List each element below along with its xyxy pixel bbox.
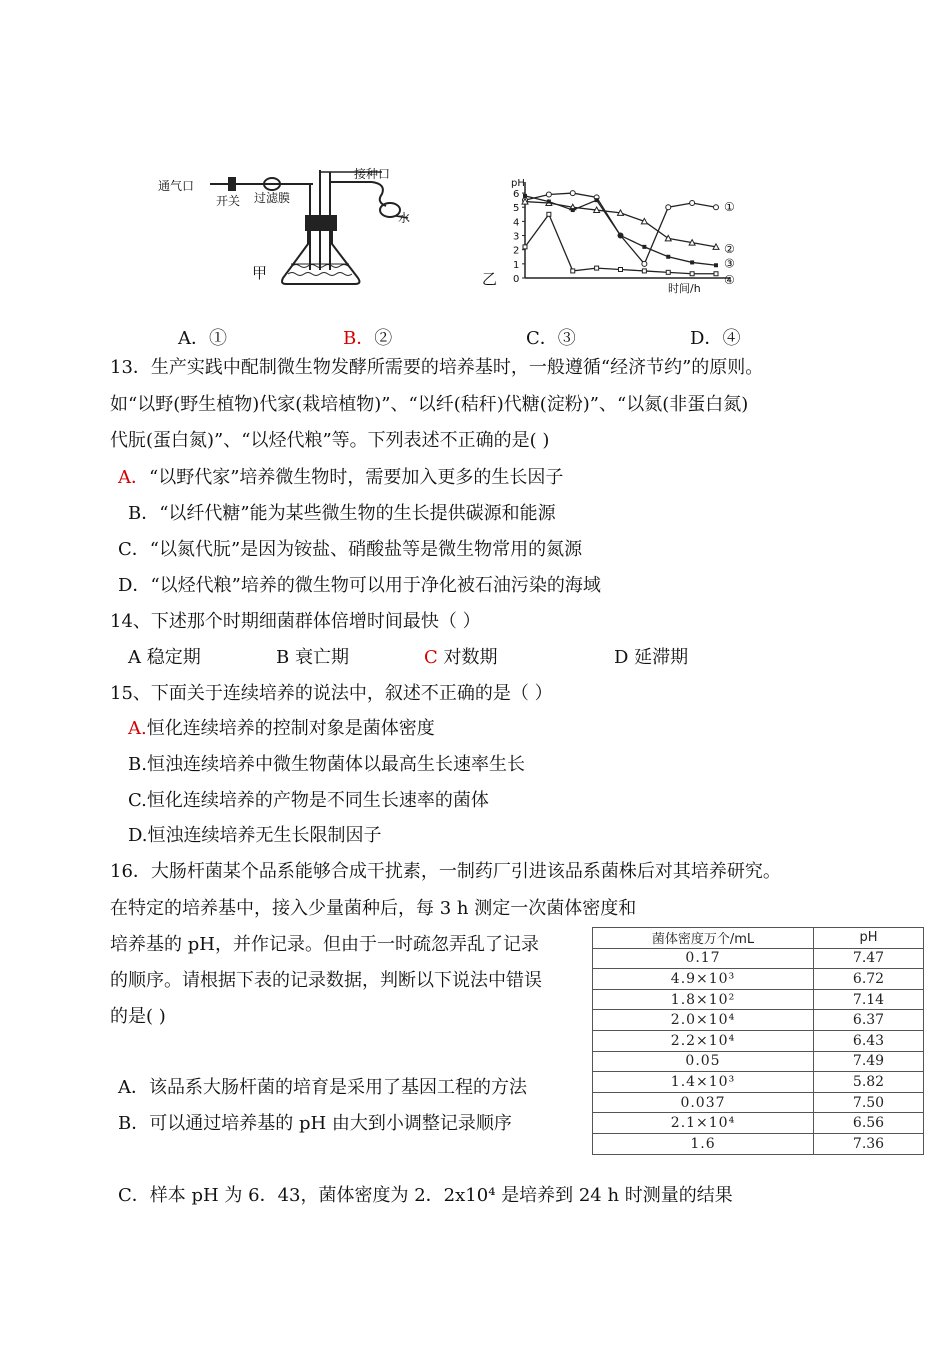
q16-line5: 的是( ) xyxy=(110,1006,166,1027)
table-row: 2.2×10⁴ 6.43 xyxy=(593,1030,924,1051)
table-row: 4.9×10³ 6.72 xyxy=(593,969,924,990)
chart-point xyxy=(571,269,575,273)
chart-point xyxy=(619,268,623,272)
q15-option-a[interactable]: A.恒化连续培养的控制对象是菌体密度 xyxy=(128,718,435,739)
q13-line1: 13．生产实践中配制微生物发酵所需要的培养基时，一般遵循“经济节约”的原则。 xyxy=(110,357,764,378)
chart-point xyxy=(595,198,599,202)
q16-option-a[interactable]: A．该品系大肠杆菌的培育是采用了基因工程的方法 xyxy=(118,1077,527,1098)
figure-yi-label: 乙 xyxy=(482,270,498,288)
q16-line1: 16．大肠杆菌某个品系能够合成干扰素，一制药厂引进该品系菌株后对其培养研究。 xyxy=(110,861,781,882)
chart-point xyxy=(619,234,623,238)
q14-option-d[interactable]: D 延滞期 xyxy=(614,647,689,668)
q15-option-b[interactable]: B.恒浊连续培养中微生物菌体以最高生长速率生长 xyxy=(128,754,525,775)
q16-option-b[interactable]: B．可以通过培养基的 pH 由大到小调整记录顺序 xyxy=(118,1113,512,1134)
chart-point xyxy=(642,245,646,249)
table-row: 1.6 7.36 xyxy=(593,1133,924,1154)
table-row: 0.05 7.49 xyxy=(593,1051,924,1072)
filter-label: 过滤膜 xyxy=(254,191,291,205)
chart-point xyxy=(547,200,551,204)
q12-option-d[interactable]: D．④ xyxy=(690,328,741,349)
chart-y-tick-label: 1 xyxy=(513,259,520,271)
inoculation-label: 接种口 xyxy=(354,167,391,181)
q14-stem: 14、下述那个时期细菌群体倍增时间最快（ ） xyxy=(110,611,481,632)
q13-option-a[interactable]: A．“以野代家”培养微生物时，需要加入更多的生长因子 xyxy=(118,467,564,488)
q16-line3: 培养基的 pH，并作记录。但由于一时疏忽弄乱了记录 xyxy=(110,934,539,955)
chart-point xyxy=(666,205,671,210)
apparatus-figure xyxy=(150,160,420,290)
q13-line2: 如“以野(野生植物)代家(栽培植物)”、“以纤(秸秆)代糖(淀粉)”、“以氮(非蛋白氮) xyxy=(110,394,749,415)
chart-point xyxy=(714,272,718,276)
q16-line4: 的顺序。请根据下表的记录数据，判断以下说法中错误 xyxy=(110,970,542,991)
chart-point xyxy=(547,212,551,216)
chart-series-label: ③ xyxy=(724,256,735,271)
chart-point xyxy=(642,261,647,266)
table-row: 1.8×10² 7.14 xyxy=(593,989,924,1010)
chart-y-tick-label: 4 xyxy=(513,217,520,229)
q16-option-c[interactable]: C．样本 pH 为 6．43，菌体密度为 2．2x10⁴ 是培养到 24 h 时测量的结果 xyxy=(118,1185,733,1206)
chart-series-label: ② xyxy=(724,241,735,256)
chart-y-tick-label: 2 xyxy=(513,245,520,257)
table-row: 0.17 7.47 xyxy=(593,948,924,969)
chart-series-label: ④ xyxy=(724,272,735,287)
chart-y-tick-label: 3 xyxy=(513,231,520,243)
water-label: 水 xyxy=(398,211,411,225)
q13-option-c[interactable]: C．“以氮代朊”是因为铵盐、硝酸盐等是微生物常用的氮源 xyxy=(118,539,583,560)
q14-option-c[interactable]: C 对数期 xyxy=(424,647,498,668)
table-header-density: 菌体密度万个/mL xyxy=(593,928,814,949)
figure-jia-label: 甲 xyxy=(252,264,268,282)
chart-point xyxy=(714,205,719,210)
q12-option-c[interactable]: C．③ xyxy=(526,328,576,349)
table-row: 2.1×10⁴ 6.56 xyxy=(593,1113,924,1134)
q13-line3: 代朊(蛋白氮)”、“以烃代粮”等。下列表述不正确的是( ) xyxy=(110,430,550,451)
chart-point xyxy=(666,255,670,259)
q12-option-a[interactable]: A．① xyxy=(178,328,227,349)
chart-series-label: ① xyxy=(724,200,735,215)
chart-point xyxy=(570,191,575,196)
q15-option-d[interactable]: D.恒浊连续培养无生长限制因子 xyxy=(128,825,382,846)
chart-y-tick-label: 0 xyxy=(513,274,520,285)
table-header-row xyxy=(593,928,924,949)
density-ph-table xyxy=(592,927,924,1155)
chart-series-line xyxy=(525,214,716,273)
q13-option-d[interactable]: D．“以烃代粮”培养的微生物可以用于净化被石油污染的海域 xyxy=(118,575,601,596)
chart-point xyxy=(690,272,694,276)
chart-point xyxy=(571,208,575,212)
chart-point xyxy=(642,269,646,273)
chart-y-tick-label: 6 xyxy=(513,189,520,201)
chart-point xyxy=(666,270,670,274)
q16-line2: 在特定的培养基中，接入少量菌种后，每 3 h 测定一次菌体密度和 xyxy=(110,898,637,919)
table-row: 0.037 7.50 xyxy=(593,1092,924,1113)
q15-stem: 15、下面关于连续培养的说法中，叙述不正确的是（ ） xyxy=(110,683,553,704)
table-row: 1.4×10³ 5.82 xyxy=(593,1072,924,1093)
chart-point xyxy=(690,260,694,264)
chart-series-line xyxy=(525,196,716,265)
q12-option-b[interactable]: B．② xyxy=(343,328,393,349)
switch-label: 开关 xyxy=(216,194,241,208)
ph-chart xyxy=(480,168,750,298)
q13-option-b[interactable]: B．“以纤代糖”能为某些微生物的生长提供碳源和能源 xyxy=(128,503,556,524)
chart-ylabel: pH xyxy=(511,178,525,189)
vent-label: 通气口 xyxy=(158,179,195,193)
chart-point xyxy=(714,263,718,267)
table-header-ph: pH xyxy=(814,928,924,949)
chart-point xyxy=(523,194,527,198)
q15-option-c[interactable]: C.恒化连续培养的产物是不同生长速率的菌体 xyxy=(128,790,489,811)
chart-xlabel: 时间/h xyxy=(668,282,701,295)
q14-option-b[interactable]: B 衰亡期 xyxy=(276,647,349,668)
table-row: 2.0×10⁴ 6.37 xyxy=(593,1010,924,1031)
chart-point xyxy=(523,245,527,249)
chart-point xyxy=(546,192,551,197)
chart-point xyxy=(595,266,599,270)
chart-point xyxy=(690,200,695,205)
q14-option-a[interactable]: A 稳定期 xyxy=(128,647,201,668)
chart-y-tick-label: 5 xyxy=(513,203,520,215)
